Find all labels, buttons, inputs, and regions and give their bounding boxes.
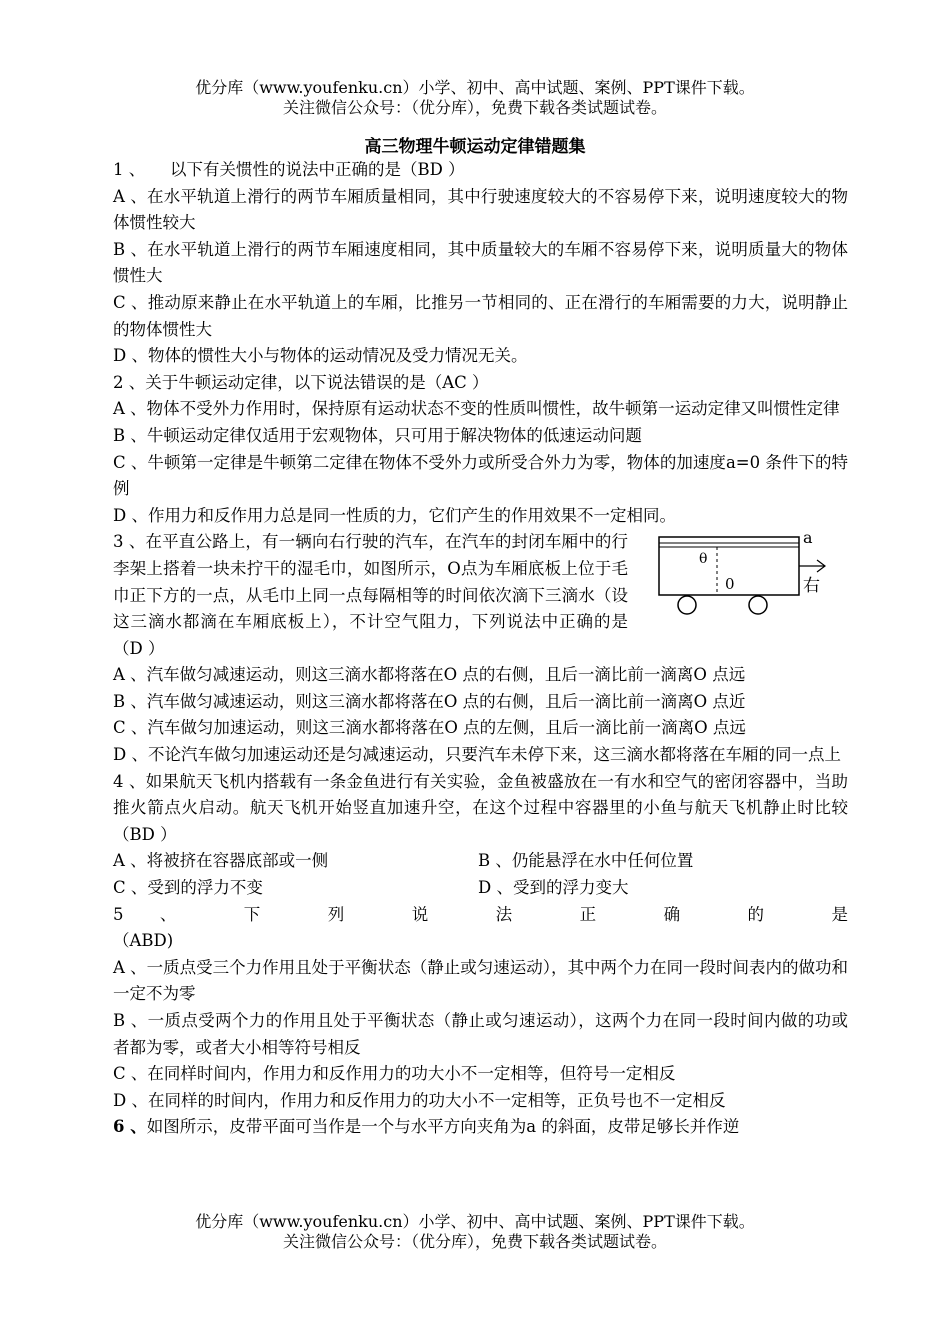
car-diagram bbox=[653, 529, 853, 649]
q1-stem: 1 、 以下有关惯性的说法中正确的是（BD ） bbox=[113, 160, 465, 179]
footer-line-2: 关注微信公众号：（优分库），免费下载各类试题试卷。 bbox=[282, 1232, 667, 1251]
q1-option-d: D 、物体的惯性大小与物体的运动情况及受力情况无关。 bbox=[113, 346, 528, 366]
header-line-2: 关注微信公众号：（优分库），免费下载各类试题试卷。 bbox=[282, 98, 667, 117]
q5-option-d: D 、在同样的时间内，作用力和反作用力的功大小不一定相等，正负号也不一定相反 bbox=[113, 1090, 726, 1110]
q3-option-a: A 、汽车做匀减速运动，则这三滴水都将落在O 点的右侧，且后一滴比前一滴离O 点远 bbox=[113, 665, 746, 685]
q5-option-c: C 、在同样时间内，作用力和反作用力的功大小不一定相等，但符号一定相反 bbox=[113, 1064, 676, 1084]
q6-stem-line bbox=[113, 1114, 848, 1141]
q3-stem: 3 、在平直公路上，有一辆向右行驶的汽车，在汽车的封闭车厢中的行李架上搭着一块未拧干的湿毛巾，如图所示，O点为车厢底板上位于毛巾正下方的一点，从毛巾上同一点每隔相等的时间依次滴下三滴水（设这三滴水都滴在车厢底板上），不计空气阻力，下列说法中正确的是（D ） bbox=[113, 532, 628, 658]
q1-option-b: B 、在水平轨道上滑行的两节车厢速度相同，其中质量较大的车厢不容易停下来，说明质量大的物体惯性大 bbox=[113, 239, 848, 286]
page-title: 高三物理牛顿运动定律错题集 bbox=[364, 137, 586, 157]
q6-number: 6 、 bbox=[113, 1117, 147, 1137]
rear-wheel bbox=[678, 596, 696, 614]
q5-option-a: A 、一质点受三个力作用且处于平衡状态（静止或匀速运动），其中两个力在同一段时间表内的做功和一定不为零 bbox=[113, 957, 848, 1004]
header-line-1: 优分库（www.youfenku.cn）小学、初中、高中试题、案例、PPT课件下载。 bbox=[195, 78, 755, 97]
q4-options-row-1 bbox=[113, 848, 848, 875]
q6-stem: 如图所示，皮带平面可当作是一个与水平方向夹角为a 的斜面，皮带足够长并作逆 bbox=[146, 1117, 740, 1137]
label-right: 右 bbox=[803, 576, 820, 597]
q2-option-c: C 、牛顿第一定律是牛顿第二定律在物体不受外力或所受合外力为零，物体的加速度a=0 条件下的特例 bbox=[113, 452, 848, 499]
q4-stem: 4 、如果航天飞机内搭载有一条金鱼进行有关实验，金鱼被盛放在一有水和空气的密闭容器中，当助推火箭点火启动。航天飞机开始竖直加速升空，在这个过程中容器里的小鱼与航天飞机静止时比较（BD ） bbox=[113, 771, 848, 844]
q3-option-d: D 、不论汽车做匀加速运动还是匀减速运动，只要汽车未停下来，这三滴水都将落在车厢的同一点上 bbox=[113, 745, 841, 765]
q1-option-c: C 、推动原来静止在水平轨道上的车厢，比推另一节相同的、正在滑行的车厢需要的力大，说明静止的物体惯性大 bbox=[113, 292, 848, 339]
question-list bbox=[113, 157, 848, 1141]
q2-option-a: A 、物体不受外力作用时，保持原有运动状态不变的性质叫惯性，故牛顿第一运动定律又叫惯性定律 bbox=[113, 399, 840, 419]
label-point-o: 0 bbox=[725, 575, 735, 594]
label-acceleration: a bbox=[803, 529, 813, 548]
q4-option-c: C 、受到的浮力不变 bbox=[113, 878, 263, 898]
label-theta: θ bbox=[699, 551, 708, 568]
q2-option-b: B 、牛顿运动定律仅适用于宏观物体，只可用于解决物体的低速运动问题 bbox=[113, 425, 642, 445]
q3-block bbox=[113, 529, 848, 662]
q5-option-b: B 、一质点受两个力的作用且处于平衡状态（静止或匀速运动），这两个力在同一段时间内做的功或者都为零，或者大小相等符号相反 bbox=[113, 1011, 848, 1057]
q5-stem: 5 、 下 列 说 法 正 确 的 是 bbox=[113, 904, 848, 924]
q2-option-d: D 、作用力和反作用力总是同一性质的力，它们产生的作用效果不一定相同。 bbox=[113, 505, 676, 525]
front-wheel bbox=[749, 596, 767, 614]
footer-line-1: 优分库（www.youfenku.cn）小学、初中、高中试题、案例、PPT课件下载。 bbox=[195, 1212, 755, 1231]
q4-option-d: D 、受到的浮力变大 bbox=[478, 878, 629, 898]
q1-option-a: A 、在水平轨道上滑行的两节车厢质量相同，其中行驶速度较大的不容易停下来，说明速度较大的物体惯性较大 bbox=[113, 186, 848, 233]
q4-option-b: B 、仍能悬浮在水中任何位置 bbox=[478, 851, 694, 871]
q5-stem-answer: （ABD) bbox=[113, 931, 174, 951]
q3-option-c: C 、汽车做匀加速运动，则这三滴水都将落在O 点的左侧，且后一滴比前一滴离O 点远 bbox=[113, 718, 746, 738]
q2-stem: 2 、关于牛顿运动定律，以下说法错误的是（AC ） bbox=[113, 372, 489, 392]
q3-option-b: B 、汽车做匀减速运动，则这三滴水都将落在O 点的右侧，且后一滴比前一滴离O 点近 bbox=[113, 691, 746, 711]
q4-options-row-2 bbox=[113, 875, 848, 902]
q4-option-a: A 、将被挤在容器底部或一侧 bbox=[113, 851, 329, 871]
